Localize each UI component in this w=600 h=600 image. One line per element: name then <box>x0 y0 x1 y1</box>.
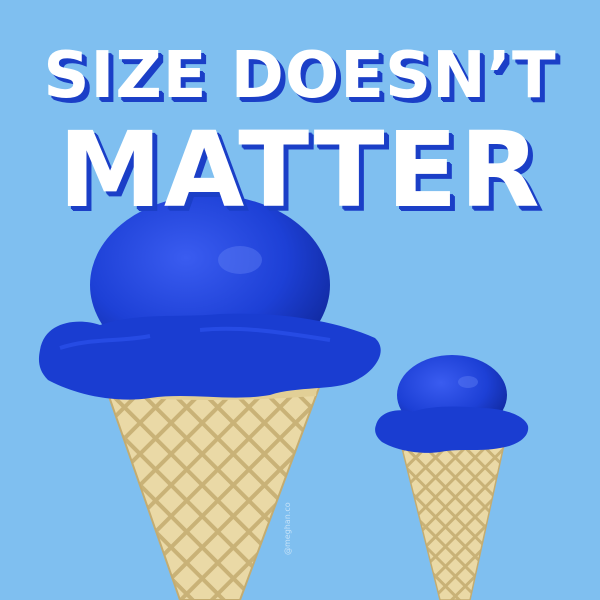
headline-line-1: SIZE DOESN’T <box>43 39 557 113</box>
small-ice-cream-cone <box>375 355 528 600</box>
headline-line-2: MATTER <box>58 109 542 231</box>
large-ice-cream-cone <box>39 195 381 600</box>
watermark: @meghan.co <box>283 502 292 555</box>
